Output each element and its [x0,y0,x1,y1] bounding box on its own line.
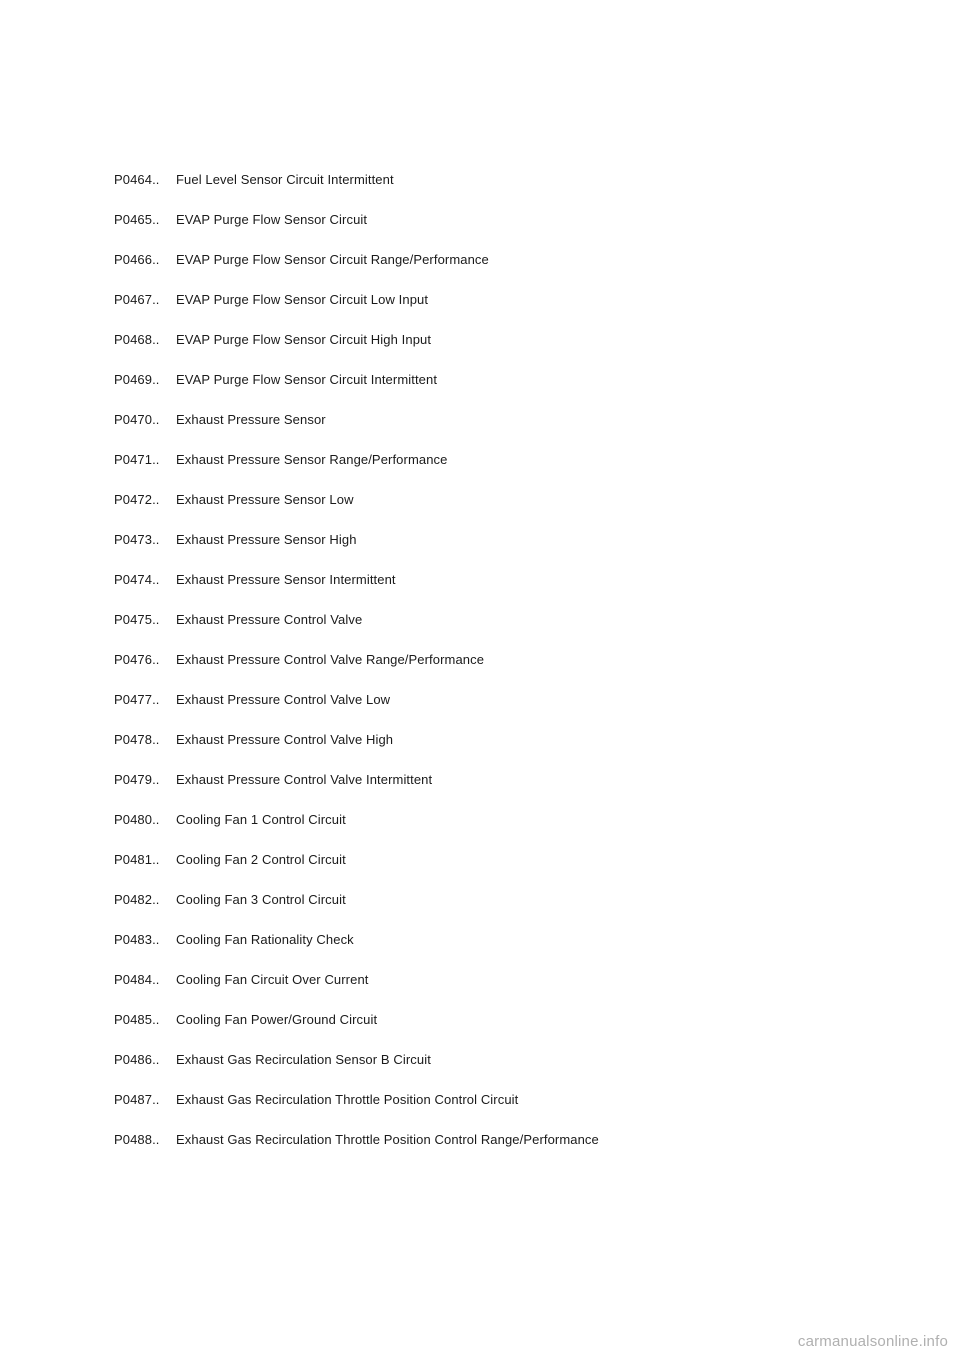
code-row [114,930,814,970]
code-row [114,250,814,290]
dtc-description: EVAP Purge Flow Sensor Circuit Intermittent [176,372,438,387]
dtc-code: P0477.. [114,692,160,707]
dtc-code: P0469.. [114,372,160,387]
code-row [114,730,814,770]
dtc-code: P0479.. [114,772,160,787]
dtc-code: P0481.. [114,852,160,867]
dtc-code: P0465.. [114,212,160,227]
dtc-description: Exhaust Pressure Control Valve Range/Performance [176,652,485,667]
dtc-code-list [114,170,814,1170]
dtc-code: P0483.. [114,932,160,947]
dtc-code: P0471.. [114,452,160,467]
dtc-description: Cooling Fan Circuit Over Current [176,972,369,987]
dtc-description: Exhaust Pressure Sensor [176,412,326,427]
dtc-code: P0488.. [114,1132,160,1147]
code-row [114,970,814,1010]
dtc-description: Exhaust Pressure Control Valve Intermittent [176,772,433,787]
dtc-code: P0478.. [114,732,160,747]
dtc-description: Exhaust Pressure Sensor High [176,532,357,547]
code-row [114,810,814,850]
dtc-description: Exhaust Pressure Sensor Intermittent [176,572,396,587]
code-row [114,210,814,250]
dtc-description: Cooling Fan 2 Control Circuit [176,852,346,867]
dtc-code: P0472.. [114,492,160,507]
dtc-description: Exhaust Pressure Control Valve [176,612,363,627]
code-row [114,1010,814,1050]
dtc-description: Exhaust Gas Recirculation Sensor B Circuit [176,1052,431,1067]
dtc-description: Exhaust Pressure Control Valve Low [176,692,391,707]
code-row [114,850,814,890]
code-row [114,530,814,570]
dtc-description: Cooling Fan 3 Control Circuit [176,892,346,907]
dtc-code: P0474.. [114,572,160,587]
dtc-code: P0470.. [114,412,160,427]
dtc-description: EVAP Purge Flow Sensor Circuit Range/Performance [176,252,489,267]
code-row [114,1130,814,1170]
watermark: carmanualsonline.info [797,1333,948,1350]
code-row [114,770,814,810]
dtc-description: EVAP Purge Flow Sensor Circuit High Input [176,332,432,347]
dtc-code: P0486.. [114,1052,160,1067]
dtc-description: Exhaust Pressure Control Valve High [176,732,394,747]
dtc-description: Exhaust Pressure Sensor Range/Performance [176,452,448,467]
code-row [114,1050,814,1090]
dtc-code: P0464.. [114,172,160,187]
code-row [114,490,814,530]
dtc-code: P0487.. [114,1092,160,1107]
dtc-description: Cooling Fan Power/Ground Circuit [176,1012,378,1027]
code-row [114,890,814,930]
code-row [114,690,814,730]
dtc-code: P0466.. [114,252,160,267]
dtc-description: Cooling Fan Rationality Check [176,932,354,947]
code-row [114,1090,814,1130]
dtc-code: P0480.. [114,812,160,827]
code-row [114,570,814,610]
code-row [114,450,814,490]
dtc-code: P0467.. [114,292,160,307]
dtc-description: EVAP Purge Flow Sensor Circuit Low Input [176,292,429,307]
code-row [114,610,814,650]
code-row [114,410,814,450]
dtc-code: P0482.. [114,892,160,907]
dtc-description: Exhaust Gas Recirculation Throttle Position Control Range/Performance [176,1132,599,1147]
dtc-description: Cooling Fan 1 Control Circuit [176,812,346,827]
dtc-code: P0484.. [114,972,160,987]
dtc-code: P0485.. [114,1012,160,1027]
dtc-description: Fuel Level Sensor Circuit Intermittent [176,172,394,187]
dtc-code: P0476.. [114,652,160,667]
dtc-description: Exhaust Pressure Sensor Low [176,492,354,507]
dtc-code: P0475.. [114,612,160,627]
code-row [114,650,814,690]
code-row [114,330,814,370]
dtc-code: P0473.. [114,532,160,547]
dtc-description: Exhaust Gas Recirculation Throttle Position Control Circuit [176,1092,519,1107]
dtc-code: P0468.. [114,332,160,347]
code-row [114,170,814,210]
dtc-description: EVAP Purge Flow Sensor Circuit [176,212,368,227]
code-row [114,290,814,330]
code-row [114,370,814,410]
